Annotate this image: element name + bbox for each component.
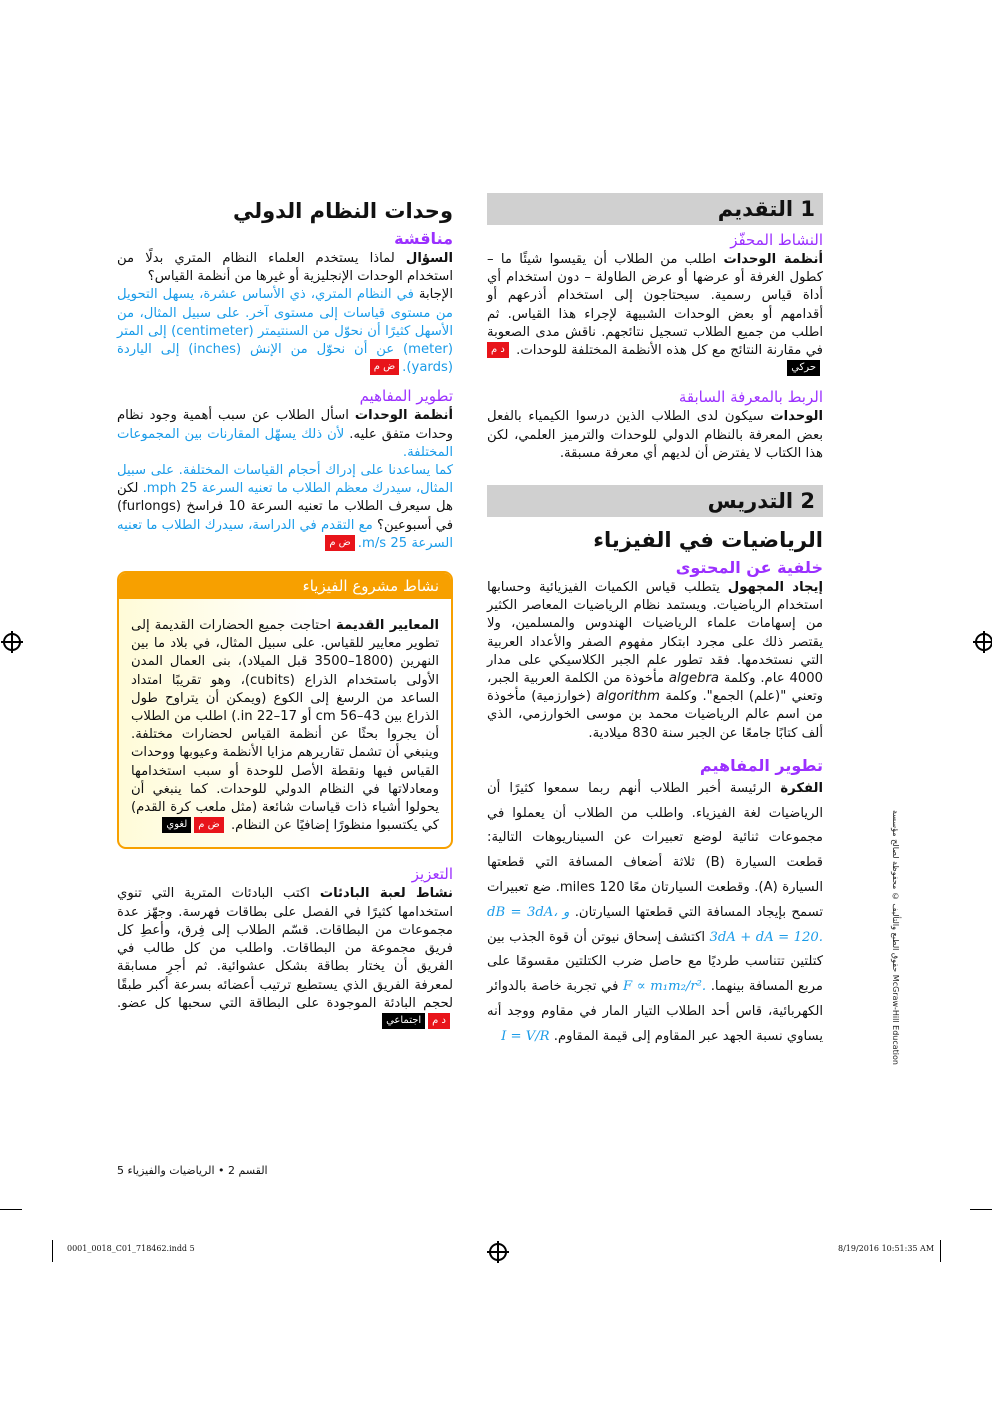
answer-text: في النظام المتري، ذي الأساس عشرة، يسهل التحويل من مستوى قياسات إلى مستوى آخر. على سبيل المثال، من الأسهل كثيرًا أن نحوّل من السنتيمتر (centimeter) إلى المتر (meter) عن أن نحوّل من الإنش (inches) إلى الياردة (yards). — [117, 287, 453, 376]
lead-term: المعايير القديمة — [336, 618, 439, 634]
paragraph-text: اكتب البادئات المترية التي تنوي استخدامها كثيرًا في الفصل على بطاقات فهرسة. وجهّز عدة مجموعات من البطاقات. قسّم الطلاب إلى فِرق، وأعطِ كل فريق مجموعة من البطاقات. واطلب من كل طالب في الفريق أن يختار بطاقة بشكل عشوائية. ثم أجرِ مسابقة لمعرفة الفريق الذي يستطيع ترتيب أعضائه بسرعة أكبر طبقًا لحجم البادئة الموجودة على البطاقة التي سحبها كل عضو. — [117, 886, 453, 1011]
answer-text: كما يساعدنا على إدراك أحجام القياسات المختلفة. على سبيل المثال، سيدرك معظم الطلاب ما تعنيه السرعة 25 mph. — [117, 463, 453, 497]
lead-term: أنظمة الوحدات — [723, 252, 823, 267]
paragraph-finding-unknown — [487, 579, 823, 743]
equation-distances: dB = 3dA، و 3dA + dA = 120. — [487, 904, 823, 945]
paragraph-units — [487, 408, 823, 463]
lead-term: أنظمة الوحدات — [354, 408, 453, 424]
crop-mark — [970, 1209, 992, 1210]
slug-timestamp: 8/19/2016 10:51:35 AM — [838, 1244, 935, 1253]
answer-text: مع التقدم في الدراسة، سيدرك الطلاب ما تعنيه السرعة 25 m/s. — [117, 517, 453, 551]
section-title-math-in-physics: الرياضيات في الفيزياء — [593, 528, 823, 553]
lead-term: السؤال — [405, 251, 453, 266]
badge-level: ض م — [370, 359, 399, 375]
right-column — [487, 193, 823, 1058]
lead-term: إيجاد المجهول — [727, 580, 823, 596]
badge-linguistic: لغوي — [162, 817, 191, 833]
answer-text: لأن ذلك يسهّل المقارنات بين المجموعات المختلفة. — [117, 426, 453, 460]
paragraph-text: لكن هل سيعرف الطلاب ما تعنيه السرعة 10 فراسخ (furlongs) في أسبوعين؟ — [117, 481, 453, 533]
subheading-discussion: مناقشة — [394, 229, 453, 248]
subheading-prior-knowledge: الربط بالمعرفة السابقة — [678, 388, 823, 407]
subheading-content-background: خلفية عن المحتوى — [675, 558, 823, 578]
subheading-develop-concepts-left: تطوير المفاهيم — [359, 387, 453, 406]
subheading-focus-activity: النشاط المحفّز — [730, 231, 823, 249]
crop-mark — [940, 1240, 941, 1262]
physics-project-box — [117, 571, 453, 849]
equation-gravity: F ∝ m₁m₂/r². — [623, 979, 707, 995]
crop-mark — [0, 1209, 22, 1210]
page-footer: القسم 2 • الرياضيات والفيزياء 5 — [117, 1164, 268, 1177]
paragraph-text: اسأل الطلاب عن سبب أهمية وجود نظام وحدات متفق عليه. — [117, 408, 453, 442]
registration-mark-icon — [489, 1243, 507, 1261]
box-header: نشاط مشروع الفيزياء — [119, 573, 451, 599]
section-header-teach: 2 التدريس — [487, 485, 823, 517]
paragraph-unit-systems-left — [117, 407, 453, 462]
registration-mark-icon — [975, 633, 992, 651]
copyright-notice: حقوق الطبع والتأليف © محفوظة لصالح مؤسسة McGraw-Hill Education — [891, 810, 900, 1065]
answer-label: الإجابة — [413, 287, 453, 303]
term-algebra: algebra — [668, 671, 719, 687]
paragraph-text: (خوارزمية) مأخوذة من اسم عالم الرياضيات محمد بن موسى الخوارزمي، الذي ألف كتابًا جامعًا عن الجبر سنة 830 ميلادية. — [487, 689, 823, 741]
badge-social: اجتماعي — [382, 1013, 425, 1029]
badge-kinesthetic: حركي — [787, 360, 820, 376]
paragraph-prefix-game — [117, 885, 453, 1031]
equation-ohm: I = V/R — [501, 1028, 550, 1044]
paragraph-big-idea — [487, 777, 823, 1050]
paragraph-ancient-standards — [131, 617, 439, 835]
section-title-si-units: وحدات النظام الدولي — [232, 199, 453, 223]
badge-level: ض م — [194, 817, 223, 833]
lead-term: الفكرة — [780, 780, 823, 796]
subheading-develop-concepts: تطوير المفاهيم — [699, 755, 823, 775]
paragraph-text: اكتشف إسحاق نيوتن أن قوة الجذب بين كتلتين تتناسب طرديًا مع حاصل ضرب الكتلتين مقسومًا على مربع المسافة بينهما. — [487, 929, 823, 995]
question-text: لماذا يستخدم العلماء النظام المتري بدلًا من استخدام الوحدات الإنجليزية أو غيرها من أنظمة القياس؟ — [117, 251, 453, 285]
crop-mark — [52, 1240, 53, 1262]
subheading-reinforcement: التعزيز — [411, 865, 453, 884]
badge-level: د م — [487, 342, 509, 358]
badge-level: ض م — [325, 535, 354, 551]
registration-mark-icon — [3, 633, 21, 651]
left-column — [117, 196, 453, 1039]
paragraph-text: اطلب من الطلاب أن يقيسوا شيئًا ما – كطول الغرفة أو عرضها أو عرض الطاولة – دون استخدام أي أداة قياس رسمية. سيحتاجون إلى استخدام أذرعهم أو أقدامهم أو بعض الوحدات الشبيهة لإجراء هذا القياس. ثم اطلب من جميع الطلاب تسجيل نتائجهم. ناقش مدى الصعوبة في مقارنة النتائج مع كل هذه الأنظمة المختلفة للوحدات. — [487, 252, 823, 359]
lead-term: نشاط لعبة البادئات — [319, 886, 453, 902]
paragraph-text: الرئيسة أخبر الطلاب أنهم ربما سمعوا كثيرًا أن الرياضيات لغة الفيزياء. واطلب من الطلاب أن يعملوا في مجموعات ثنائية لوضع تعبيرات عن السيناريوهات التالية: قطعت السيارة (B) ثلاثة أضعاف المسافة التي قطعتها السيارة (A). وقطعت السيارتان معًا 120 miles. ضع تعبيرات تسمح بإيجاد المسافة التي قطعتها السيارتان. — [487, 780, 824, 920]
paragraph-text: احتاجت جميع الحضارات القديمة إلى تطوير معايير للقياس. على سبيل المثال، في بلاد ما بين النهرين (1800–3500 قبل الميلاد)، بنى العمال المدن الأولى باستخدام الذراع (cubits)، وهو تقريبًا امتداد الساعد من الرسغ إلى الكوع (ويمكن أن يتراوح طول الذراع بين 43–56 cm أو 17–22 in.) اطلب من الطلاب أن يجروا بحثًا عن أنظمة القياس لحضارات مختلفة. وينبغي أن تشمل تقاريرهم مزايا الأنظمة وعيوبها ووحدات القياس فيها ونقطة الأصل للوحدة أو سبب استخدامها ومعادلاتها في النظام الدولي للوحدات. كما ينبغي أن يحولوا أشياء ذات قياسات شائعة (مثل ملعب كرة القدم) كي يكتسبوا منظورًا إضافيًا عن النظام. — [131, 618, 440, 834]
lead-term: الوحدات — [770, 409, 823, 425]
badge-level: د م — [428, 1013, 450, 1029]
discussion-question — [117, 250, 453, 286]
paragraph-unit-systems — [487, 251, 823, 378]
paragraph-text: يتطلب قياس الكميات الفيزيائية وحسابها استخدام الرياضيات. ويستمد نظام الرياضيات المعاصر الكثير من إسهامات علماء الرياضيات الهندوس والمسلمين، ولا يقتصر ذلك على مجرد ابتكار مفهوم الصفر والأعداد العربية التي نستخدمها. فقد تطور علم الجبر الكلاسيكي على مدار 4000 عام. وكلمة — [487, 580, 823, 687]
slug-filename: 0001_0018_C01_718462.indd 5 — [67, 1244, 195, 1253]
section-header-introduce: 1 التقديم — [487, 193, 823, 225]
paragraph-text: في تجربة خاصة بالدوائر الكهربائية، قاس أحد الطلاب التيار المار في مقاوم ووجد أنه يساوي نسبة الجهد عبر المقاوم إلى قيمة المقاوم. — [487, 979, 823, 1044]
term-algorithm: algorithm — [596, 689, 660, 705]
discussion-answer — [117, 286, 453, 377]
paragraph-text: سيكون لدى الطلاب الذين درسوا الكيمياء بالفعل بعض المعرفة بالنظام الدولي للوحدات والترميز العلمي، لكن هذا الكتاب لا يفترض أن لديهم أي معرفة مسبقة. — [487, 409, 823, 461]
paragraph-speeds — [117, 462, 453, 553]
paragraph-text: مأخوذة من الكلمة العربية الجبر، وتعني "(علم) الجمع". وكلمة — [487, 671, 824, 705]
